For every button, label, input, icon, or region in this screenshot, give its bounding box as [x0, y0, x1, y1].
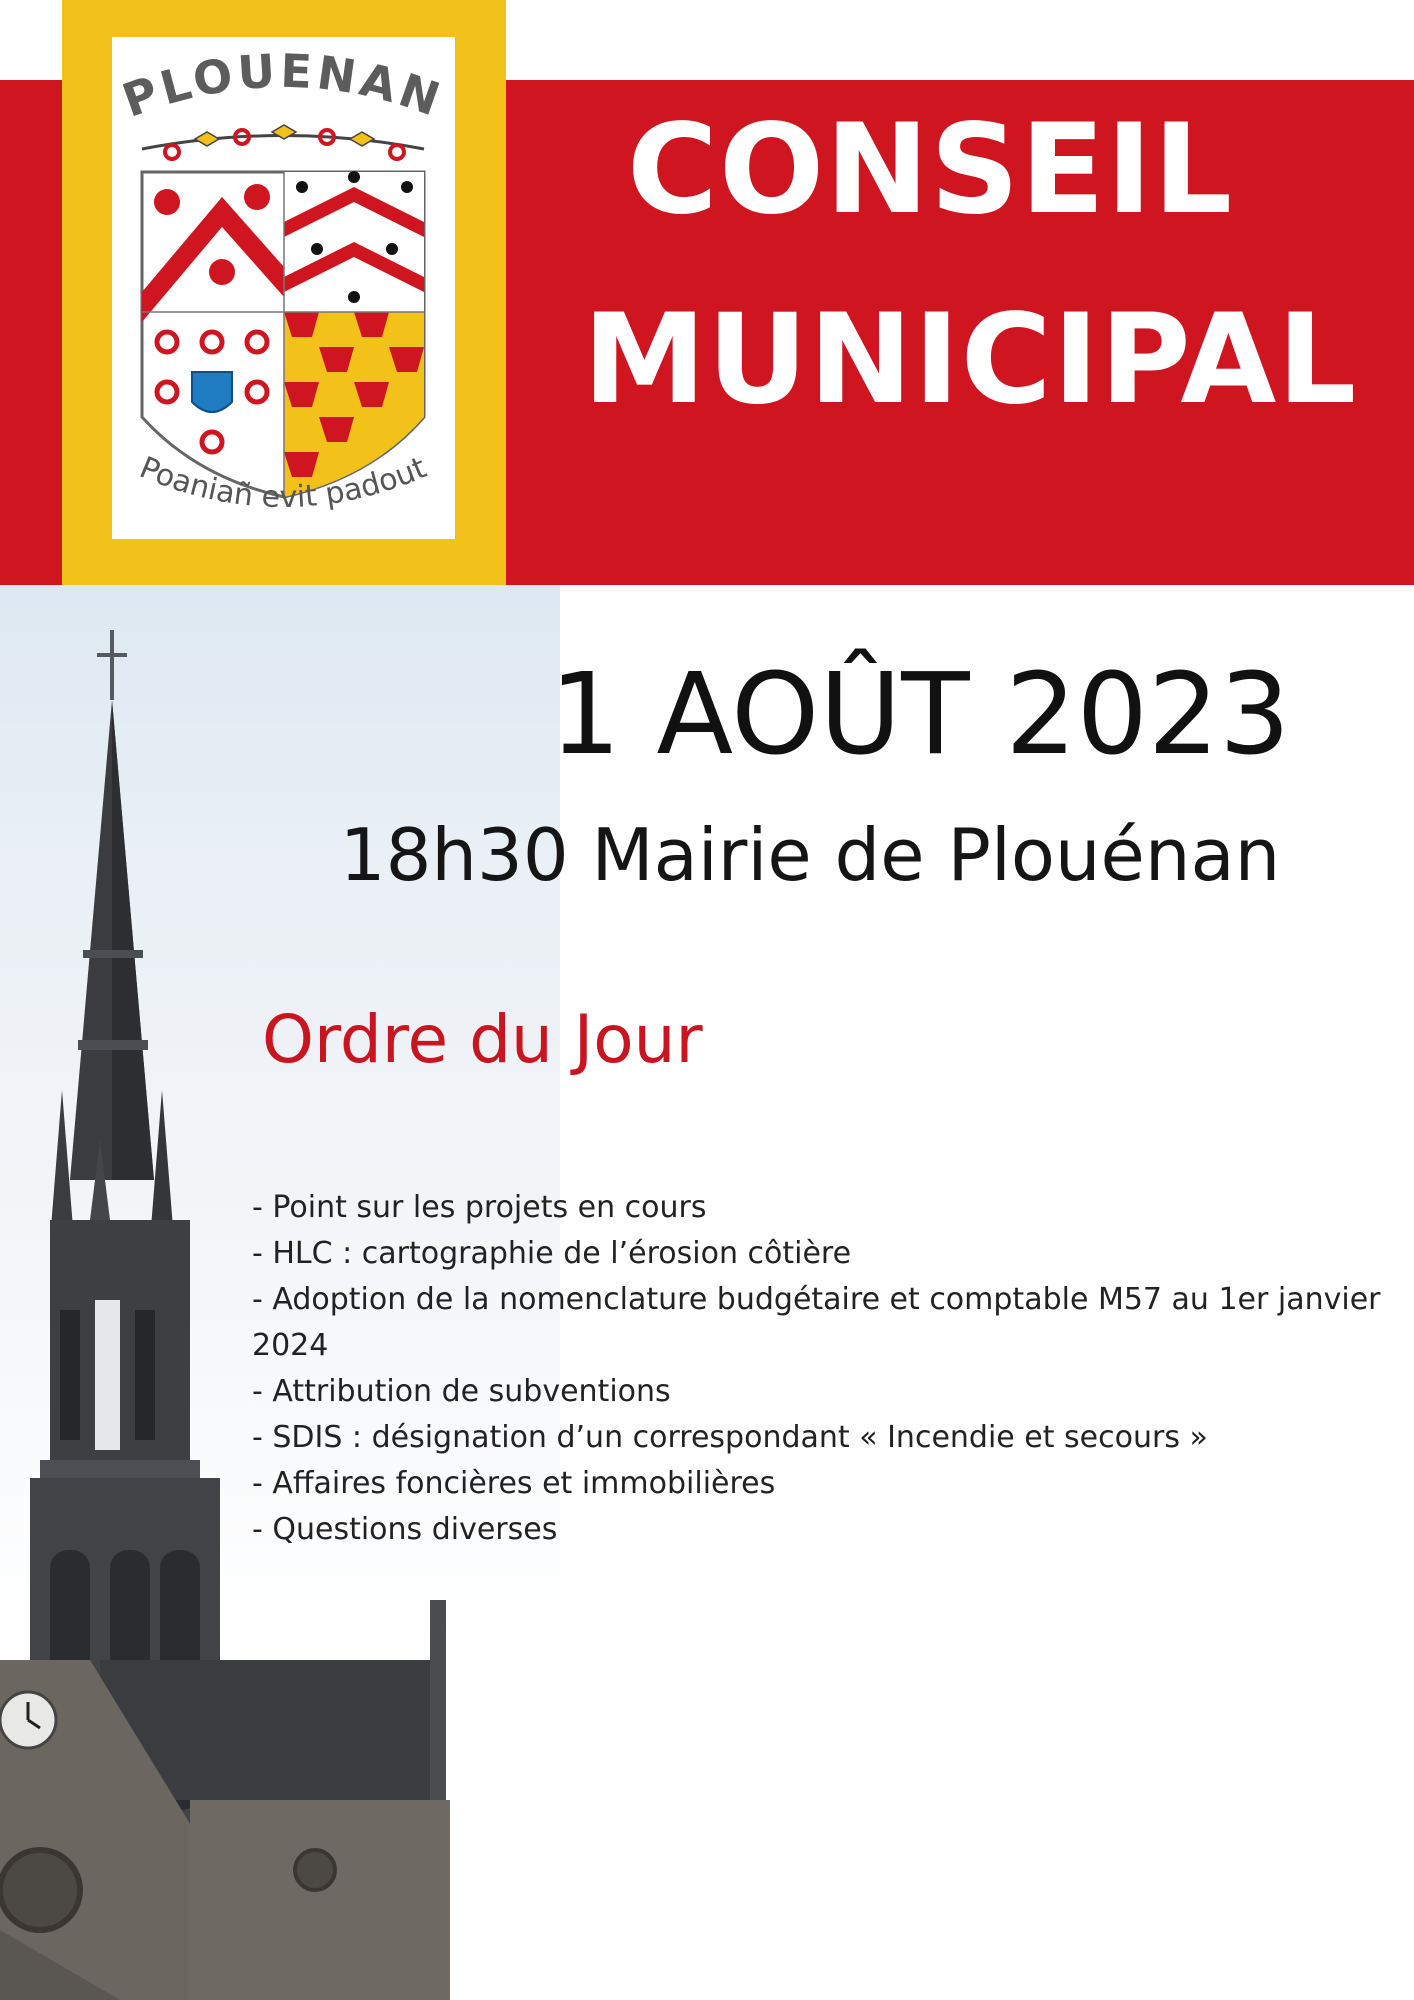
logo-name: PLOUENAN [115, 43, 451, 128]
event-date: 1 AOÛT 2023 [549, 650, 1291, 780]
agenda-heading: Ordre du Jour [262, 1001, 703, 1078]
agenda-item: - Adoption de la nomenclature budgétaire et comptable M57 au 1er janvier 2024 [252, 1282, 1381, 1363]
page-title-line-1: CONSEIL [626, 98, 1234, 242]
logo-motto: Poaniañ evit padout [134, 450, 432, 516]
municipal-logo [112, 37, 455, 539]
page-title-line-2: MUNICIPAL [582, 288, 1358, 432]
agenda-item: - HLC : cartographie de l’érosion côtière [252, 1236, 852, 1271]
event-time-place: 18h30 Mairie de Plouénan [339, 813, 1281, 897]
agenda-item: - Affaires foncières et immobilières [252, 1466, 776, 1501]
agenda-item: - Attribution de subventions [252, 1374, 671, 1409]
svg-text:PLOUENAN [116, 44, 451, 128]
agenda-item: - SDIS : désignation d’un correspondant « Incendie et secours » [252, 1420, 1208, 1455]
agenda-list [252, 1185, 1382, 1553]
agenda-item: - Questions diverses [252, 1512, 558, 1547]
agenda-item: - Point sur les projets en cours [252, 1190, 707, 1225]
